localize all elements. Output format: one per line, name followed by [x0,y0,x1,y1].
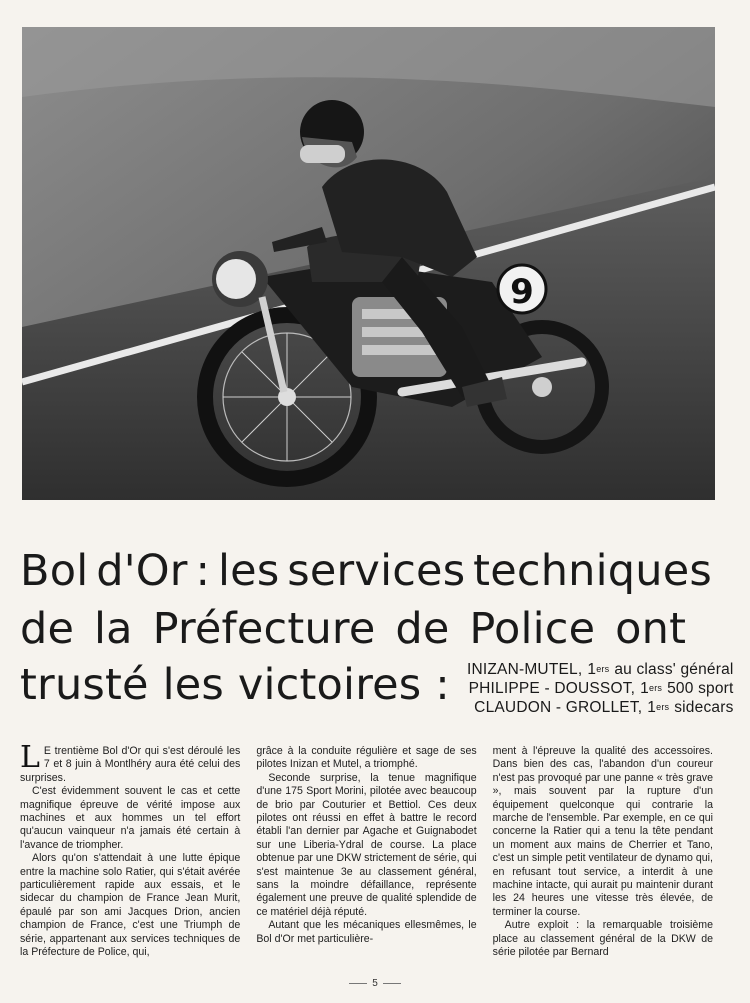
race-number: 9 [510,272,534,312]
result-row [462,660,734,679]
headline-line-3: trusté les victoires : [20,660,450,710]
motorcycle-illustration [22,27,715,500]
article-paragraph: Alors qu'on s'attendait à une lutte épique entre la machine solo Ratier, qui s'était avérée particulièrement rapide aux essais, et le sidecar du champion de France Jean Murit, épaulé par son ami Jacques Drion, ancien champion de France, c'est une Triumph de série, appartenant aux services techniques de la Préfecture de Police, qui, [20,852,241,959]
page-folio [0,978,750,989]
article-paragraph: E trentième Bol d'Or qui s'est déroulé les 7 et 8 juin à Montlhéry aura été celui des surprises. [20,745,241,784]
page-number: 5 [372,978,378,989]
result-rank-sup: ers [649,683,663,693]
article-paragraph: grâce à la conduite régulière et sage de ses pilotes Inizan et Mutel, a triomphé. [256,745,477,771]
article-paragraph: ment à l'épreuve la qualité des accessoires. Dans bien des cas, l'abandon d'un coureur n'est pas provoqué par une panne « très grave », mais souvent par la rupture d'un équipement quelconque qui contrarie la marche de l'ensemble. Par exemple, en ce qui concerne la Ratier qui a tenu la tête pendant un moment aux mains de Cherrier et Tano, c'est un simple petit ventilateur de dynamo qui, en refusant tout service, a interdit à une machine intacte, qui aurait pu maintenir durant les 24 heures une vitesse très élevée, de terminer la course. [492,745,713,918]
article-paragraph: Autre exploit : la remarquable troisième place au classement général de la DKW de série pilotée par Bernard [492,919,713,959]
article-headline [20,542,734,717]
result-category: sidecars [674,699,734,716]
headline-line-2: de la Préfecture de Police ont [20,604,687,654]
article-column-2 [256,745,476,965]
result-names: INIZAN-MUTEL, [466,661,583,678]
result-names: PHILIPPE - DOUSSOT, [468,680,636,697]
result-category: au class' général [614,661,734,678]
headline-word: services [287,546,466,596]
article-paragraph: Seconde surprise, la tenue magnifique d'une 175 Sport Morini, pilotée avec beaucoup de brio par Couturier et Bettiol. Ces deux pilotes ont réussi en effet à battre le record établi l'an dernier par Agache et Guignabodet sur une Liberia-Ydral de course. La place obtenue par une DKW strictement de série, qui s'est maintenue 3e au classement général, sans la moindre défaillance, représente également une preuve de qualité splendide de ce matériel déjà réputé. [256,771,477,918]
result-row [462,679,734,698]
results-box [462,660,734,717]
result-rank: 1 [640,680,649,697]
article-body [20,740,713,965]
motorcycle-photo [22,27,715,500]
headline-word: : [195,546,211,596]
headline-word: techniques [473,546,712,596]
result-rank: 1 [587,661,597,678]
article-paragraph: C'est évidemment souvent le cas et cette magnifique épreuve de vérité impose aux machines et aux hommes un tel effort qu'aucun vainqueur n'a jamais été certain à l'avance de triompher. [20,785,241,851]
article-column-3 [493,745,713,965]
drop-cap: L [20,740,40,775]
result-rank: 1 [647,699,657,716]
headline-word: les [218,546,280,596]
result-row [462,698,734,717]
result-names: CLAUDON - GROLLET, [474,699,643,716]
headline-line-1 [20,542,712,600]
article-column-1 [20,740,241,965]
result-rank-sup: ers [596,664,610,674]
result-rank-sup: ers [656,702,670,712]
headline-word: d'Or [96,546,188,596]
headline-word: Bol [20,546,89,596]
article-paragraph: Autant que les mécaniques ellesmêmes, le Bol d'Or met particulière- [256,919,477,945]
result-category: 500 sport [667,680,734,697]
